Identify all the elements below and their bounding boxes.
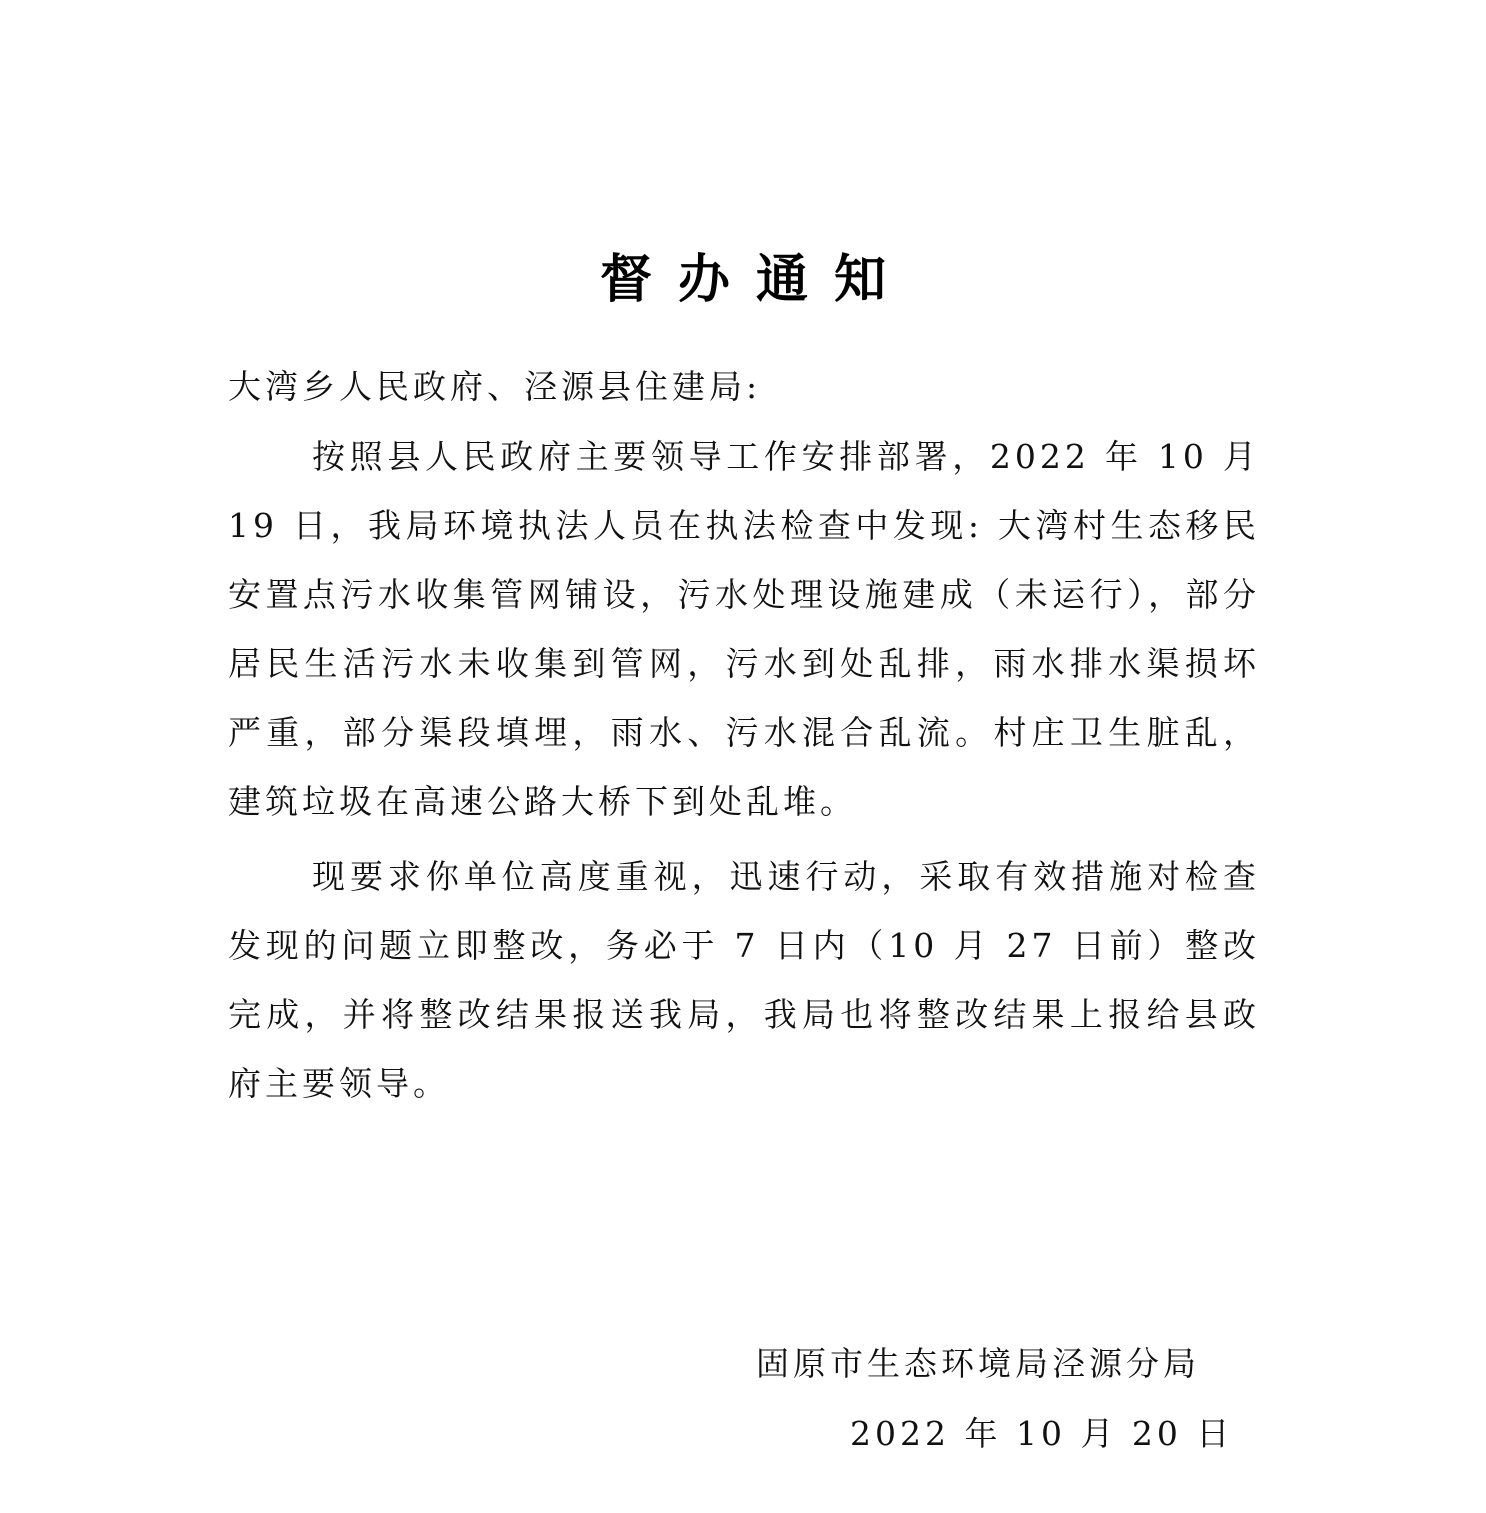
body-paragraph-2: 现要求你单位高度重视，迅速行动，采取有效措施对检查发现的问题立即整改，务必于 7 日内（10 月 27 日前）整改完成，并将整改结果报送我局，我局也将整改结果上报给县政府主要领导。 [228,857,1260,1103]
issue-date: 2022 年 10 月 20 日 [850,1414,1234,1453]
body-paragraph-1: 按照县人民政府主要领导工作安排部署，2022 年 10 月 19 日，我局环境执法人员在执法检查中发现: 大湾村生态移民安置点污水收集管网铺设，污水处理设施建成（未运行），部分居民生活污水未收集到管网，污水到处乱排，雨水排水渠损坏严重，部分渠段填埋，雨水、污水混合乱流。村庄卫生脏乱，建筑垃圾在高速公路大桥下到处乱堆。 [228,437,1260,821]
issuing-authority: 固原市生态环境局泾源分局 [756,1344,1200,1383]
salutation: 大湾乡人民政府、泾源县住建局: [228,367,762,406]
document-title: 督办通知 [599,250,912,310]
